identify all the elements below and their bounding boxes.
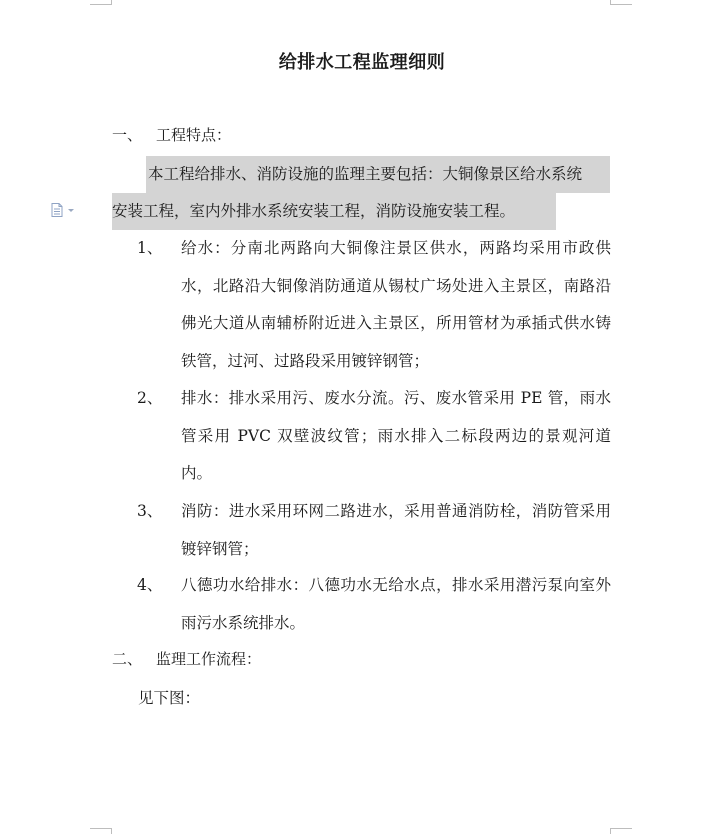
margin-corner-mark — [610, 4, 632, 5]
section-2-heading[interactable] — [112, 649, 261, 669]
margin-corner-mark — [111, 828, 112, 834]
document-title[interactable]: 给排水工程监理细则 — [278, 52, 446, 73]
margin-corner-mark — [111, 0, 112, 5]
margin-corner-mark — [610, 828, 611, 834]
document-dropdown-icon[interactable] — [50, 202, 78, 216]
list-item-text[interactable]: 八德功水给排水：八德功水无给水点，排水采用潜污泵向室外雨污水系统排水。 — [181, 576, 611, 632]
section-1-number: 一、 — [112, 126, 143, 144]
section-2-number: 二、 — [112, 650, 143, 668]
section-1-heading[interactable] — [112, 125, 231, 145]
section-2-title: 监理工作流程： — [156, 650, 262, 668]
list-item-number: 4、 — [137, 576, 163, 594]
list-item-text[interactable]: 给水：分南北两路向大铜像注景区供水，两路均采用市政供水，北路沿大铜像消防通道从锡杖广场处进入主景区，南路沿佛光大道从南辅桥附近进入主景区，所用管材为承插式供水铸铁管，过河、过路段采用镀锌钢管； — [181, 239, 611, 370]
margin-corner-mark — [610, 828, 632, 829]
list-item-number: 1、 — [137, 239, 163, 257]
list-item-number: 2、 — [137, 389, 163, 407]
list-item-number: 3、 — [137, 502, 163, 520]
list-item-text[interactable]: 排水：排水采用污、废水分流。污、废水管采用 PE 管，雨水管采用 PVC 双壁波纹管；雨水排入二标段两边的景观河道内。 — [181, 389, 611, 482]
margin-corner-mark — [90, 4, 112, 5]
see-below-line[interactable]: 见下图： — [138, 689, 201, 707]
intro-paragraph-line-2[interactable]: 安装工程，室内外排水系统安装工程，消防设施安装工程。 — [112, 202, 516, 220]
list-item-text[interactable]: 消防：进水采用环网二路进水，采用普通消防栓，消防管采用镀锌钢管； — [181, 502, 611, 558]
intro-paragraph-line-1[interactable]: 本工程给排水、消防设施的监理主要包括：大铜像景区给水系统 — [148, 165, 583, 183]
section-1-title: 工程特点： — [156, 126, 232, 144]
margin-corner-mark — [610, 0, 611, 5]
margin-corner-mark — [90, 828, 112, 829]
